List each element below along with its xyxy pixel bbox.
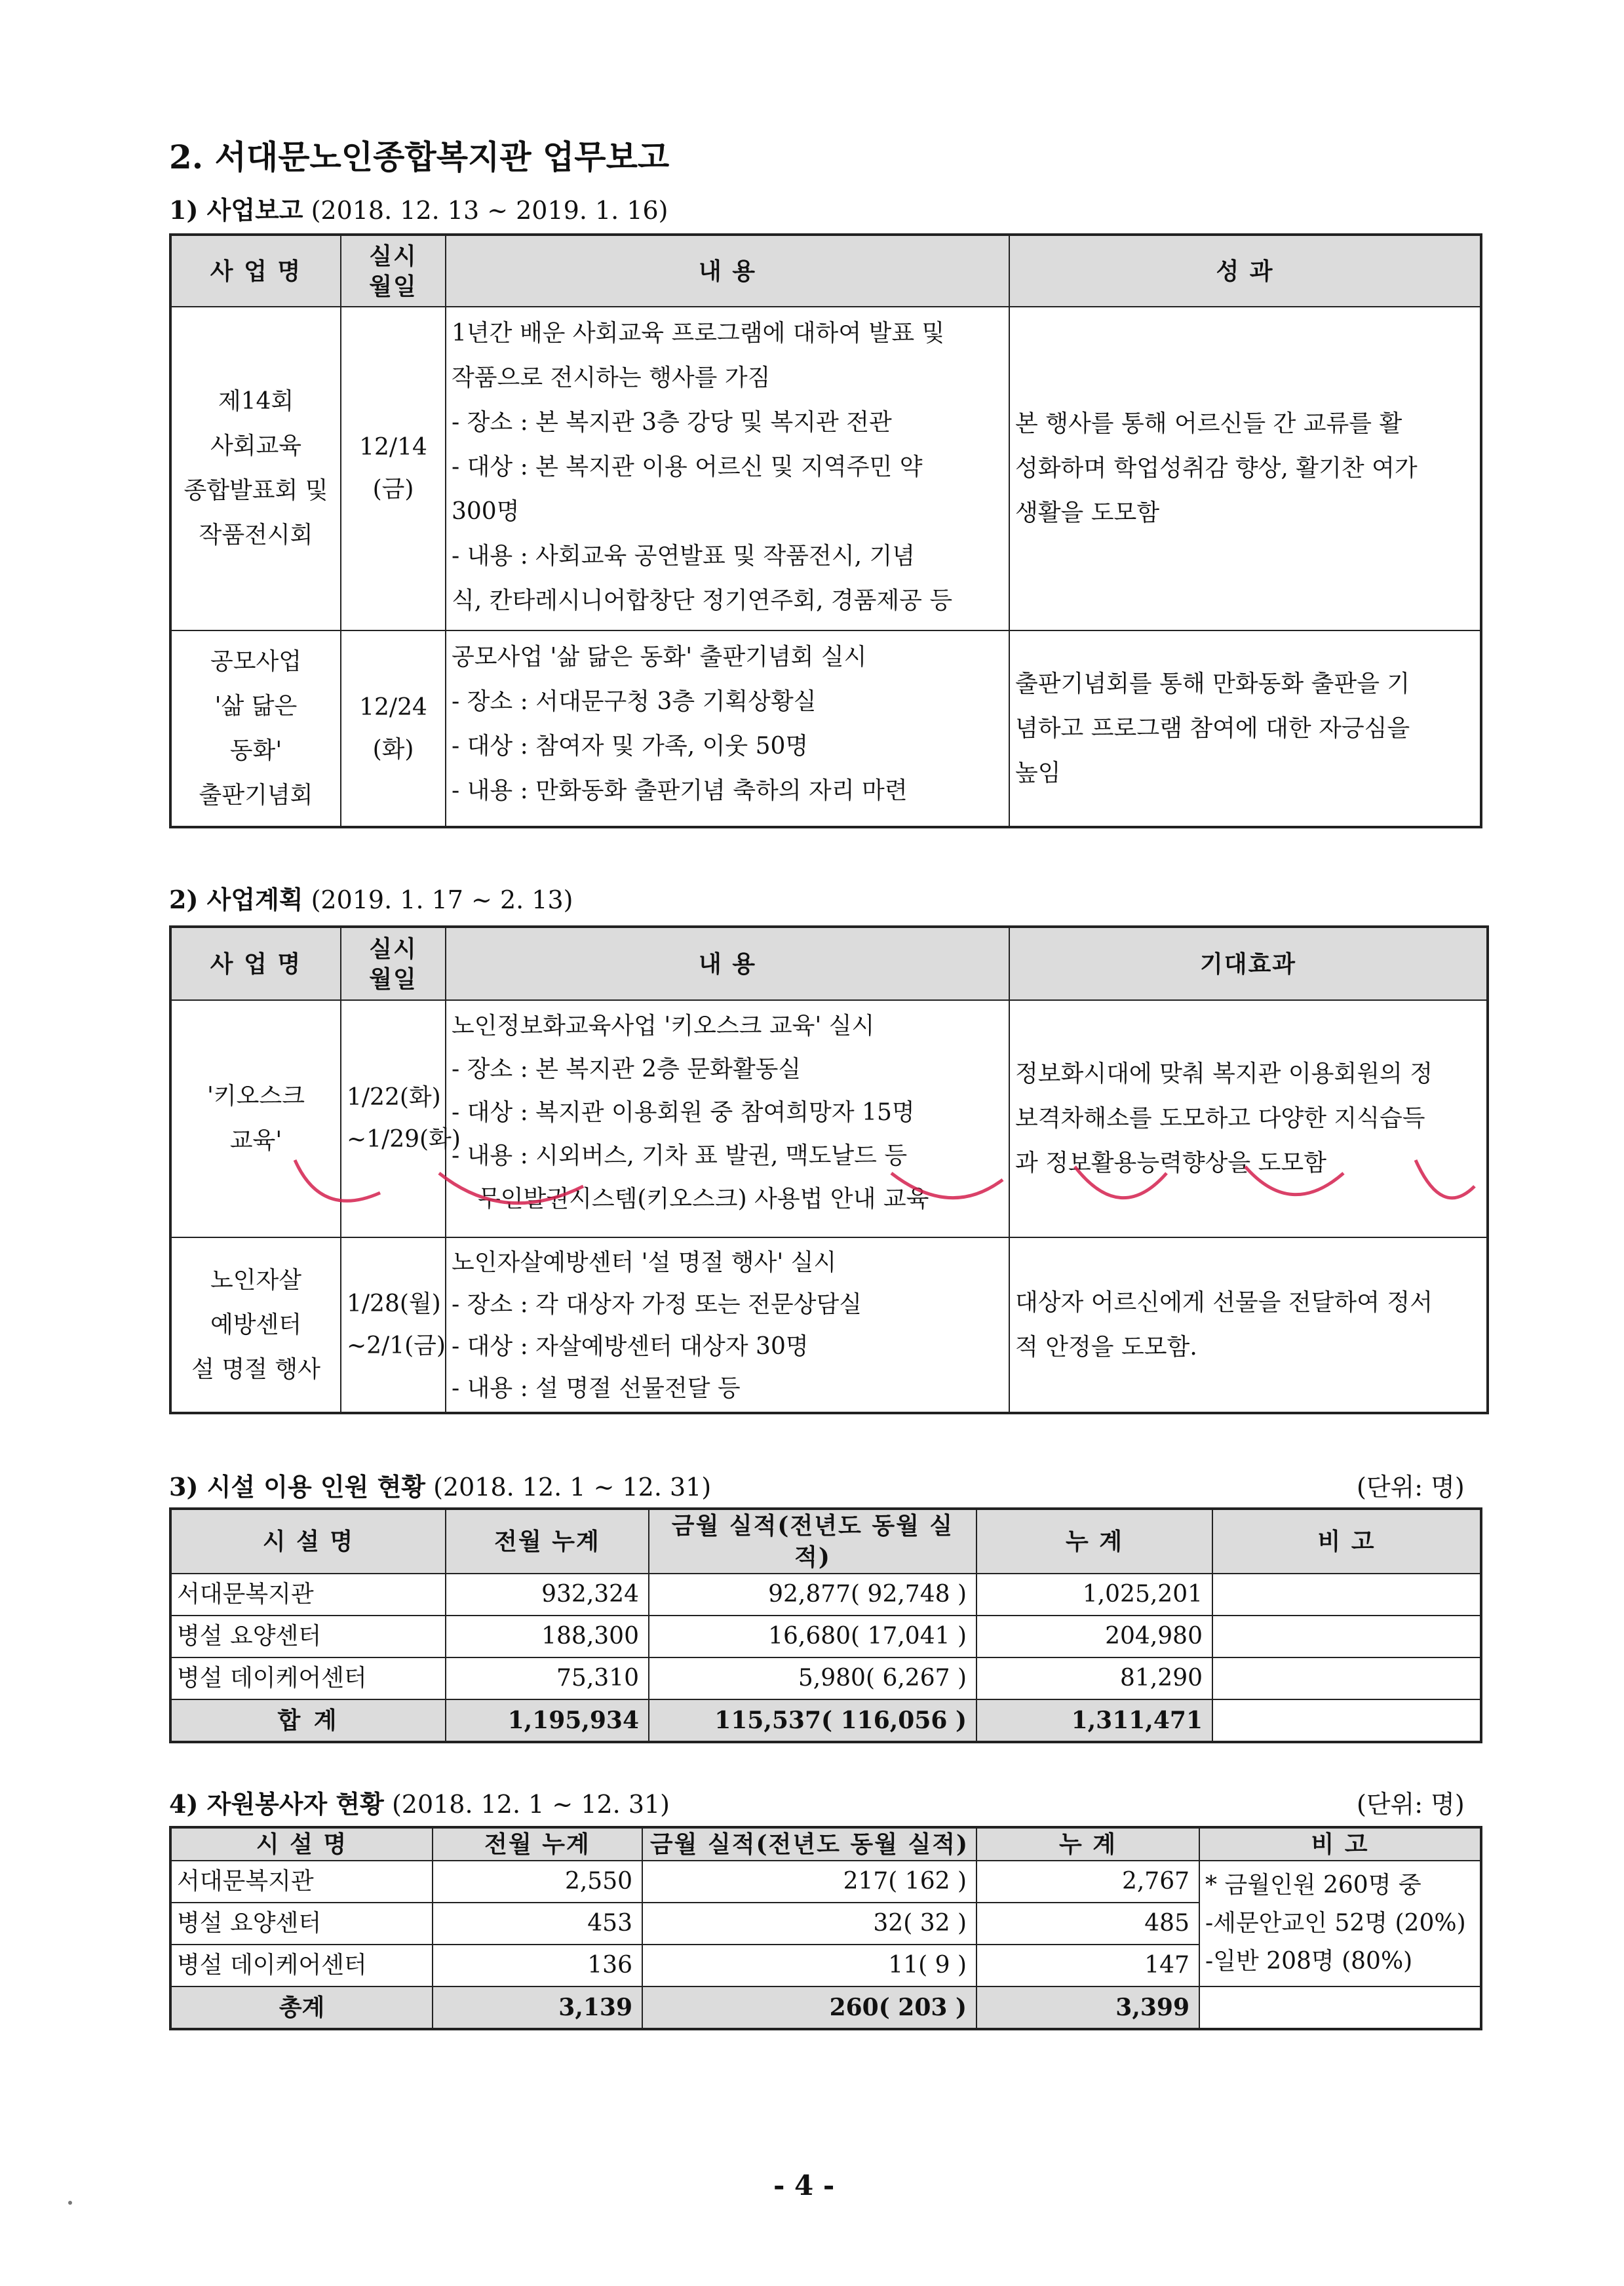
facility-name: 병설 요양센터 [170,1616,446,1657]
result-line: 보격차해소를 도모하고 다양한 지식습득 [1015,1105,1425,1132]
date-line: ~2/1(금) [347,1332,446,1359]
prev-value: 188,300 [446,1616,649,1657]
header-month: 금월 실적(전년도 동월 실적) [642,1827,976,1861]
header-month: 금월 실적(전년도 동월 실적) [649,1509,976,1574]
stamp-mark [1075,1167,1167,1198]
content-line: 작품으로 전시하는 행사를 가짐 [452,364,771,391]
content-line: - 대상 : 본 복지관 이용 어르신 및 지역주민 약 [452,454,923,480]
header-result: 성 과 [1009,235,1481,307]
header-date-line1: 실시 [369,935,417,963]
plan-row-content [446,1237,1009,1413]
report-title: 1) 사업보고 [169,195,303,225]
date-line: 1/22(화) [347,1084,441,1111]
result-line: 출판기념회를 통해 만화동화 출판을 기 [1015,670,1410,697]
result-line: 대상자 어르신에게 선물을 전달하여 정서 [1015,1288,1433,1316]
total-row [170,1699,1481,1742]
stamp-mark [295,1160,380,1201]
content-line: - 내용 : 사회교육 공연발표 및 작품전시, 기념 [452,543,916,570]
volunteer-title: 4) 자원봉사자 현황 [169,1789,384,1819]
scan-speck [68,2201,72,2205]
content-line: - 장소 : 본 복지관 3층 강당 및 복지관 전관 [452,409,892,436]
report-row-date [341,630,446,827]
month-value: 11( 9 ) [642,1945,976,1986]
plan-row-name [170,1237,341,1413]
total-label: 총계 [170,1986,433,2029]
header-note: 비 고 [1212,1509,1481,1574]
content-line: - 장소 : 서대문구청 3층 기획상황실 [452,688,817,715]
content-line: - 내용 : 시외버스, 기차 표 발권, 맥도날드 등 [452,1142,908,1169]
report-table-header [170,235,1481,307]
facility-table-header [170,1509,1481,1574]
header-content: 내 용 [446,235,1009,307]
note-value [1212,1657,1481,1699]
name-line: 설 명절 행사 [191,1355,320,1383]
total-value: 1,311,471 [976,1699,1212,1742]
report-row-result [1009,630,1481,827]
content-line: 무인발권시스템(키오스크) 사용법 안내 교육 [478,1186,929,1212]
report-row-content [446,307,1009,630]
facility-name: 병설 데이케어센터 [170,1945,433,1986]
prev-value: 136 [433,1945,642,1986]
name-line: 제14회 [218,388,294,415]
result-line: 과 정보활용능력향상을 도모함 [1015,1150,1326,1176]
month-value: 5,980( 6,267 ) [649,1657,976,1699]
header-date-line1: 실시 [369,242,417,270]
content-line: 식, 칸타레시니어합창단 정기연주회, 경품제공 등 [452,587,953,614]
note-value [1212,1574,1481,1616]
total-value: 147 [976,1945,1199,1986]
content-line: 공모사업 '삶 닮은 동화' 출판기념회 실시 [452,644,867,670]
facility-name: 병설 요양센터 [170,1903,433,1945]
name-line: 공모사업 [210,648,302,675]
facility-name: 서대문복지관 [170,1861,433,1903]
header-name: 사 업 명 [170,927,341,1000]
month-value: 217( 162 ) [642,1861,976,1903]
name-line: 사회교육 [210,433,302,459]
total-value: 1,025,201 [976,1574,1212,1616]
header-prev: 전월 누계 [446,1509,649,1574]
table-row [170,1861,1481,1903]
name-line: 노인자살 [210,1266,302,1294]
prev-value: 1,195,934 [446,1699,649,1742]
table-row [170,1616,1481,1657]
report-row-result [1009,307,1481,630]
content-line: - 내용 : 만화동화 출판기념 축하의 자리 마련 [452,777,908,804]
content-line: - 대상 : 복지관 이용회원 중 참여희망자 15명 [452,1099,915,1126]
plan-row-result [1009,1237,1488,1413]
table-row [170,1574,1481,1616]
prev-value: 75,310 [446,1657,649,1699]
report-table [169,233,1482,828]
content-line: - 대상 : 자살예방센터 대상자 30명 [452,1333,809,1360]
header-total: 누 계 [976,1827,1199,1861]
report-row-name [170,630,341,827]
total-value: 204,980 [976,1616,1212,1657]
facility-period: (2018. 12. 1 ~ 12. 31) [433,1473,712,1501]
content-line: 1년간 배운 사회교육 프로그램에 대하여 발표 및 [452,320,945,347]
prev-value: 3,139 [433,1986,642,2029]
header-date-line2: 월일 [369,965,417,993]
note-line: -일반 208명 (80%) [1205,1948,1413,1975]
volunteer-period: (2018. 12. 1 ~ 12. 31) [391,1790,670,1819]
result-line: 적 안정을 도모함. [1015,1333,1197,1361]
month-value: 260( 203 ) [642,1986,976,2029]
name-line: 출판기념회 [199,781,313,809]
volunteer-note [1199,1861,1481,1986]
content-line: 노인정보화교육사업 '키오스크 교육' 실시 [452,1013,875,1039]
total-value: 81,290 [976,1657,1212,1699]
result-line: 본 행사를 통해 어르신들 간 교류를 활 [1015,410,1402,437]
header-facility: 시 설 명 [170,1509,446,1574]
note-value [1212,1699,1481,1742]
header-date [341,235,446,307]
content-line: - 대상 : 참여자 및 가족, 이웃 50명 [452,733,809,760]
total-value: 2,767 [976,1861,1199,1903]
volunteer-unit: (단위: 명) [1357,1790,1465,1819]
date-line: 12/14 [359,434,427,461]
stamp-mark [891,1173,1003,1198]
plan-table-header [170,927,1488,1000]
header-date [341,927,446,1000]
result-line: 생활을 도모함 [1015,499,1160,526]
plan-title-line [169,880,573,916]
prev-value: 2,550 [433,1861,642,1903]
result-line: 성화하며 학업성취감 향상, 활기찬 여가 [1015,455,1418,482]
month-value: 115,537( 116,056 ) [649,1699,976,1742]
name-line: '키오스크 [206,1083,305,1110]
header-name: 사 업 명 [170,235,341,307]
content-line: - 장소 : 본 복지관 2층 문화활동실 [452,1056,802,1083]
name-line: 교육' [229,1127,282,1154]
name-line: '삶 닮은 [214,692,298,720]
report-row-date [341,307,446,630]
prev-value: 932,324 [446,1574,649,1616]
report-row [170,307,1481,630]
prev-value: 453 [433,1903,642,1945]
header-total: 누 계 [976,1509,1212,1574]
report-row [170,630,1481,827]
header-content: 내 용 [446,927,1009,1000]
total-row [170,1986,1481,2029]
volunteer-table [169,1826,1482,2030]
date-line: 1/28(월) [347,1290,441,1317]
date-line: 12/24 [359,693,427,721]
report-title-line [169,190,668,226]
name-line: 동화' [229,737,282,764]
name-line: 예방센터 [210,1311,302,1338]
content-line: - 장소 : 각 대상자 가정 또는 전문상담실 [452,1291,862,1318]
note-value [1212,1616,1481,1657]
volunteer-table-header [170,1827,1481,1861]
content-line: 300명 [452,498,520,525]
facility-unit: (단위: 명) [1357,1473,1465,1501]
plan-period: (2019. 1. 17 ~ 2. 13) [311,885,573,914]
volunteer-title-line [169,1784,670,1820]
name-line: 작품전시회 [199,522,313,549]
header-result: 기대효과 [1009,927,1488,1000]
header-note: 비 고 [1199,1827,1481,1861]
approval-stamps [164,1147,1481,1232]
report-row-content [446,630,1009,827]
total-label: 합 계 [170,1699,446,1742]
date-line: (금) [372,476,414,503]
facility-name: 병설 데이케어센터 [170,1657,446,1699]
facility-table [169,1507,1482,1743]
total-value: 3,399 [976,1986,1199,2029]
total-value: 485 [976,1903,1199,1945]
facility-name: 서대문복지관 [170,1574,446,1616]
plan-title: 2) 사업계획 [169,885,303,914]
stamp-mark [439,1173,583,1203]
report-period: (2018. 12. 13 ~ 2019. 1. 16) [311,196,668,225]
section-heading: 2. 서대문노인종합복지관 업무보고 [169,138,670,176]
facility-title-line [169,1467,711,1503]
note-line: -세문안교인 52명 (20%) [1205,1910,1466,1937]
facility-title: 3) 시설 이용 인원 현황 [169,1472,426,1501]
report-row-name [170,307,341,630]
page-number: - 4 - [773,2169,835,2201]
note-empty [1199,1986,1481,2029]
result-line: 념하고 프로그램 참여에 대한 자긍심을 [1015,714,1410,742]
plan-row [170,1237,1488,1413]
table-row [170,1657,1481,1699]
month-value: 16,680( 17,041 ) [649,1616,976,1657]
header-facility: 시 설 명 [170,1827,433,1861]
month-value: 92,877( 92,748 ) [649,1574,976,1616]
stamp-mark [1416,1160,1475,1198]
month-value: 32( 32 ) [642,1903,976,1945]
content-line: 노인자살예방센터 '설 명절 행사' 실시 [452,1249,837,1276]
result-line: 정보화시대에 맞춰 복지관 이용회원의 정 [1015,1060,1433,1087]
header-date-line2: 월일 [369,272,417,300]
date-line: (화) [372,735,414,763]
stamp-mark [1245,1167,1344,1195]
header-prev: 전월 누계 [433,1827,642,1861]
result-line: 높임 [1015,759,1061,786]
name-line: 종합발표회 및 [184,477,328,504]
content-line: - 내용 : 설 명절 선물전달 등 [452,1375,741,1402]
date-line: ~1/29(화) [347,1126,461,1153]
note-line: * 금월인원 260명 중 [1205,1872,1421,1899]
plan-row-date [341,1237,446,1413]
